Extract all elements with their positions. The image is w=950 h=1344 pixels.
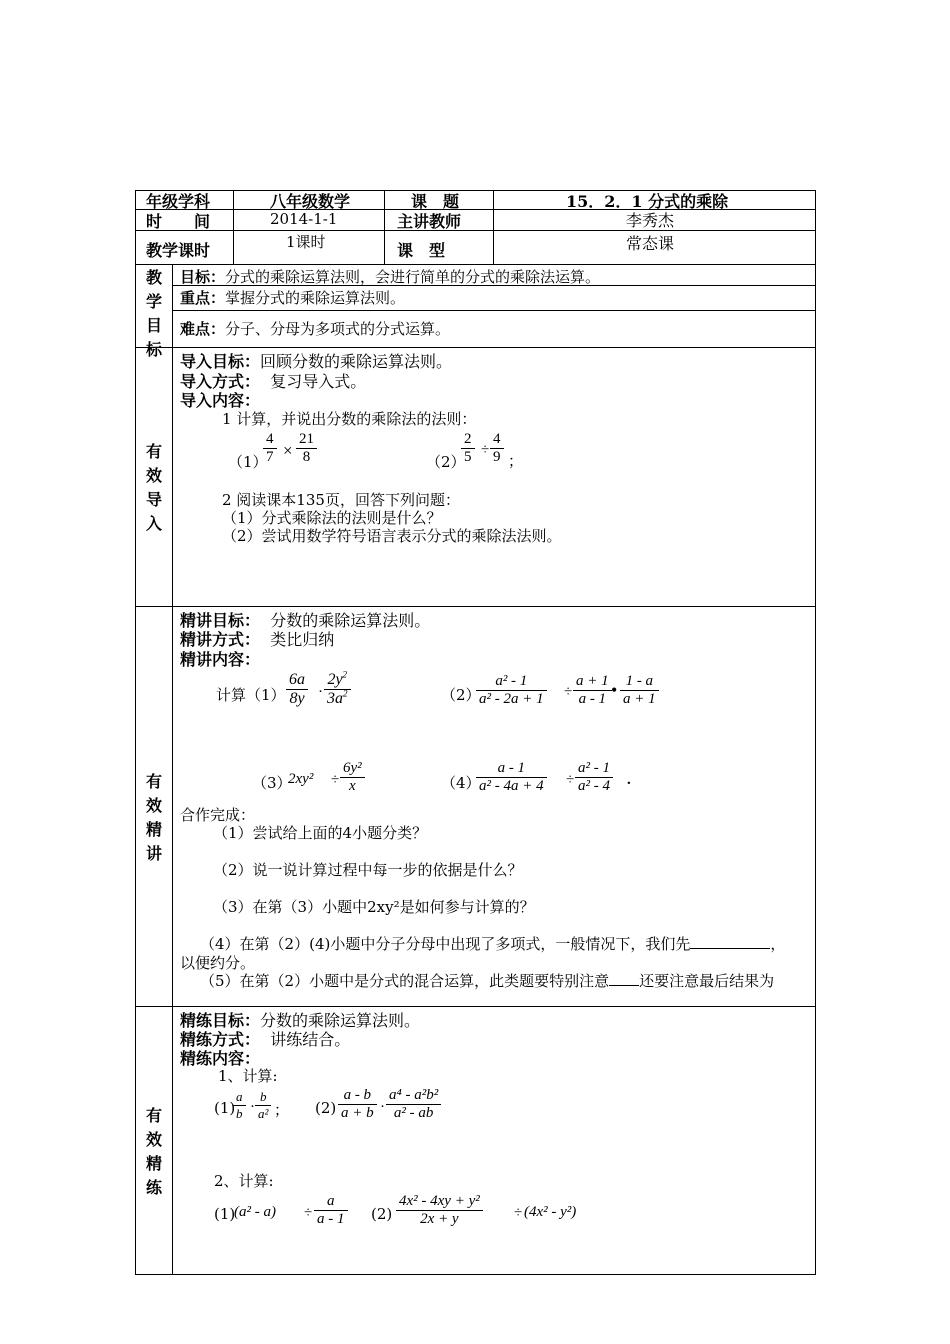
denominator: 7 xyxy=(263,448,277,466)
denominator: a + b xyxy=(338,1104,377,1122)
row-divider xyxy=(172,310,816,311)
intro-p1-label: （1） xyxy=(228,453,268,471)
numerator: a xyxy=(327,1193,335,1209)
goal-text: 分式的乘除运算法则，会进行简单的分式的乘除法运算。 xyxy=(225,268,601,286)
numerator: 21 xyxy=(299,431,314,447)
fraction xyxy=(461,431,475,466)
numerator: a xyxy=(236,1089,243,1104)
table-border-left xyxy=(135,190,136,1275)
intro-p2-label: （2） xyxy=(426,453,466,471)
practice-q1: 1、计算: xyxy=(218,1067,278,1085)
difficulty-label: 难点： xyxy=(180,320,226,338)
row-divider xyxy=(135,264,816,265)
hours-label: 教学课时 xyxy=(146,241,211,260)
e3-lead: 2xy² xyxy=(288,771,314,787)
denominator: 5 xyxy=(461,448,475,466)
intro-method-text: 复习导入式。 xyxy=(270,372,367,391)
teacher-label: 主讲教师 xyxy=(397,212,462,231)
intro-goal-label: 导入目标： xyxy=(180,352,261,371)
denominator: 8y xyxy=(286,689,308,708)
fraction xyxy=(573,673,612,708)
key-row xyxy=(180,287,405,308)
intro-question-2: 2 阅读课本135页，回答下列问题： xyxy=(222,491,460,509)
coop-q2: （2）说一说计算过程中每一步的依据是什么？ xyxy=(213,861,523,879)
exponent: 2 xyxy=(342,669,348,680)
table-border-right xyxy=(815,190,816,1275)
numerator xyxy=(324,671,351,689)
denominator: a² xyxy=(255,1105,271,1122)
divide-sign: ÷ xyxy=(514,1205,523,1221)
denominator xyxy=(324,689,351,708)
dot-operator: · xyxy=(380,1099,385,1115)
denominator: 2x + y xyxy=(396,1210,483,1228)
fraction xyxy=(396,1193,483,1228)
q1-p2-label: (2) xyxy=(315,1099,337,1117)
fraction xyxy=(476,760,547,795)
coop-label: 合作完成： xyxy=(180,806,256,824)
dot-operator: · xyxy=(318,684,323,700)
intro-goal-text: 回顾分数的乘除运算法则。 xyxy=(260,352,453,371)
denominator: a² - 2a + 1 xyxy=(476,690,547,708)
coop-q3-pre: （3）在第（3）小题中 xyxy=(213,898,368,916)
key-text: 掌握分式的乘除运算法则。 xyxy=(225,289,406,307)
exponent: 2 xyxy=(343,688,348,699)
lecture-content-label: 精讲内容： xyxy=(180,650,261,669)
coop-q5-post: 还要注意最后结果为 xyxy=(639,972,775,990)
row-divider xyxy=(135,606,816,607)
hours-value: 1课时 xyxy=(286,233,326,251)
denominator: a + 1 xyxy=(620,690,659,708)
type-label: 课 型 xyxy=(397,241,446,260)
q1-p1-label: (1) xyxy=(214,1099,236,1117)
fraction xyxy=(296,431,317,466)
numerator: 6y² xyxy=(343,760,362,776)
grade-subject-label: 年级学科 xyxy=(146,192,211,211)
intro-question-1: 1 计算，并说出分数的乘除法的法则： xyxy=(222,410,477,428)
intro-side-label: 有效导入 xyxy=(145,442,162,533)
practice-q2: 2、计算: xyxy=(214,1172,274,1190)
semicolon: ； xyxy=(274,1103,290,1119)
coop-q4-pre: （4）在第（2）(4)小题中分子分母中出现了多项式，一般情况下，我们先 xyxy=(200,935,691,953)
denominator: x xyxy=(340,777,365,795)
coop-q5-pre: （5）在第（2）小题中是分式的混合运算，此类题要特别注意 xyxy=(200,972,610,990)
difficulty-text: 分子、分母为多项式的分式运算。 xyxy=(225,320,451,338)
row-divider xyxy=(135,347,816,348)
denominator: b xyxy=(233,1105,246,1122)
time-label: 时 间 xyxy=(146,212,211,231)
practice-goal-text: 分数的乘除运算法则。 xyxy=(260,1011,421,1030)
coop-q3 xyxy=(213,896,535,917)
numerator-text: 2y xyxy=(327,671,343,688)
numerator: a⁴ - a²b² xyxy=(389,1087,439,1103)
q2-p1-lead: (a² - a) xyxy=(234,1204,276,1220)
fraction xyxy=(490,431,504,466)
coop-q1: （1）尝试给上面的4小题分类？ xyxy=(213,824,428,842)
numerator: a² - 1 xyxy=(578,760,610,776)
numerator: 4 xyxy=(266,431,274,447)
lecture-method-text: 类比归纳 xyxy=(270,630,335,649)
denominator: a - 1 xyxy=(573,690,612,708)
divide-sign: ÷ xyxy=(331,772,340,788)
coop-q5 xyxy=(200,970,774,991)
answer-blank[interactable] xyxy=(609,985,639,986)
denominator: 8 xyxy=(296,448,317,466)
denominator: a - 1 xyxy=(314,1210,348,1228)
numerator: 4x² - 4xy + y² xyxy=(399,1193,480,1209)
coop-q3-expr: 2xy² xyxy=(367,898,400,916)
table-border-bottom xyxy=(135,1274,816,1275)
coop-q3-post: 是如何参与计算的？ xyxy=(399,898,535,916)
intro-method-label: 导入方式： xyxy=(180,372,261,391)
q2-p2-tail: (4x² - y²) xyxy=(524,1204,577,1220)
lecture-goal-text: 分数的乘除运算法则。 xyxy=(270,611,431,630)
divide-sign: ÷ xyxy=(566,772,575,788)
side-col-divider xyxy=(172,264,173,1275)
period: . xyxy=(627,772,631,788)
goals-side-label: 教学目标 xyxy=(145,268,162,359)
bullet-operator: • xyxy=(611,680,618,700)
denominator: a² - 4a + 4 xyxy=(476,777,547,795)
denominator-text: 3a xyxy=(327,690,343,707)
goal-row xyxy=(180,266,600,287)
multiply-sign: × xyxy=(283,441,293,460)
numerator: b xyxy=(259,1089,267,1104)
practice-content-label: 精练内容： xyxy=(180,1049,261,1068)
col-divider xyxy=(233,190,234,265)
row-divider xyxy=(135,230,816,231)
fraction xyxy=(314,1193,348,1228)
q2-p1-label: (1) xyxy=(214,1205,236,1223)
practice-goal-label: 精练目标： xyxy=(180,1011,261,1030)
lecture-side-label: 有效精讲 xyxy=(145,772,162,863)
coop-q4-post: ， xyxy=(770,935,786,953)
calc-label: 计算（1） xyxy=(216,686,286,704)
fraction xyxy=(620,673,659,708)
intro-question-2a: （1）分式乘除法的法则是什么？ xyxy=(222,509,442,527)
numerator: a + 1 xyxy=(576,673,609,689)
denominator: 9 xyxy=(490,448,504,466)
denominator: a² - ab xyxy=(386,1104,441,1122)
fraction xyxy=(233,1089,246,1122)
coop-q4 xyxy=(200,933,785,954)
fraction xyxy=(338,1087,377,1122)
numerator: 4 xyxy=(493,431,501,447)
topic-label: 课 题 xyxy=(411,192,460,211)
denominator: a² - 4 xyxy=(575,777,613,795)
fraction xyxy=(386,1087,441,1122)
q2-p2-label: (2) xyxy=(371,1205,393,1223)
divide-sign: ÷ xyxy=(481,442,490,458)
answer-blank[interactable] xyxy=(690,948,770,949)
practice-method-label: 精练方式： xyxy=(180,1030,261,1049)
row-divider xyxy=(135,1006,816,1007)
numerator: 1 - a xyxy=(625,673,654,689)
lecture-method-label: 精讲方式： xyxy=(180,630,261,649)
type-value: 常态课 xyxy=(626,234,675,253)
fraction xyxy=(263,431,277,466)
practice-method-text: 讲练结合。 xyxy=(270,1030,351,1049)
fraction xyxy=(340,760,365,795)
col-divider xyxy=(493,190,494,265)
intro-question-2b: （2）尝试用数学符号语言表示分式的乘除法法则。 xyxy=(222,527,562,545)
e4-label: （4） xyxy=(441,774,481,792)
col-divider xyxy=(384,190,385,265)
e3-label: （3） xyxy=(252,774,292,792)
coop-q4-line2: 以便约分。 xyxy=(180,954,256,972)
e2-label: （2） xyxy=(441,686,481,704)
numerator: a - b xyxy=(343,1087,372,1103)
intro-content-label: 导入内容： xyxy=(180,391,261,410)
divide-sign: ÷ xyxy=(304,1205,313,1221)
numerator: a² - 1 xyxy=(495,673,528,689)
lecture-goal-label: 精讲目标： xyxy=(180,611,261,630)
time-value: 2014-1-1 xyxy=(270,210,338,228)
teacher-value: 李秀杰 xyxy=(626,211,675,230)
fraction xyxy=(286,671,308,708)
fraction xyxy=(255,1089,271,1122)
semicolon: ； xyxy=(508,454,524,470)
grade-subject-value: 八年级数学 xyxy=(270,192,351,211)
fraction xyxy=(324,671,351,708)
dot-operator: · xyxy=(250,1099,255,1115)
key-label: 重点： xyxy=(180,289,226,307)
fraction xyxy=(476,673,547,708)
fraction xyxy=(575,760,613,795)
divide-sign: ÷ xyxy=(564,684,573,700)
numerator: 6a xyxy=(289,671,305,688)
practice-side-label: 有效精练 xyxy=(145,1106,162,1197)
numerator: 2 xyxy=(464,431,472,447)
topic-value: 15．2．1 分式的乘除 xyxy=(566,192,729,211)
difficulty-row xyxy=(180,318,450,339)
goal-label: 目标： xyxy=(180,268,226,286)
numerator: a - 1 xyxy=(497,760,526,776)
